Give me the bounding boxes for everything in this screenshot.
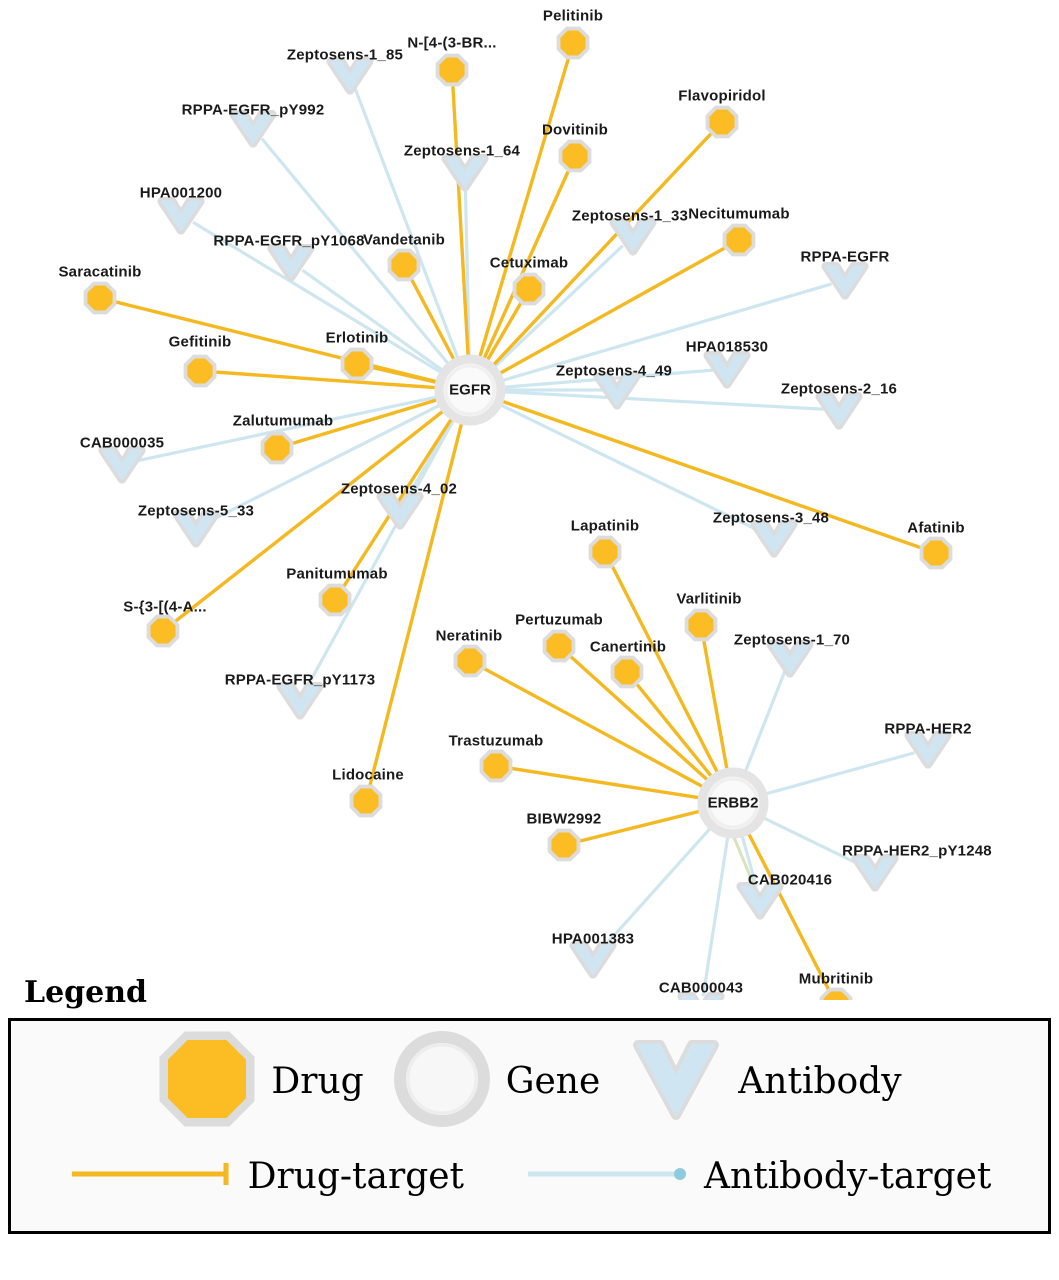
- antibody-node[interactable]: [234, 114, 272, 143]
- antibody-label: RPPA-EGFR_pY1173: [224, 671, 376, 689]
- drug-node[interactable]: [264, 435, 291, 462]
- legend-label-antibody-target: Antibody-target: [704, 1155, 992, 1197]
- octagon-icon: [88, 286, 111, 309]
- drug-label: Afatinib: [907, 519, 965, 537]
- octagon-icon: [265, 436, 288, 459]
- edge-antibody-target: [302, 270, 444, 372]
- gene-label: ERBB2: [707, 794, 759, 812]
- drug-node[interactable]: [923, 540, 950, 567]
- drug-node[interactable]: [688, 612, 715, 639]
- octagon-icon: [323, 588, 346, 611]
- circle-icon: [392, 1029, 492, 1134]
- antibody-label: Zeptosens-3_48: [712, 509, 830, 527]
- legend-item-drug-target: [68, 1156, 464, 1197]
- octagon-icon: [157, 1029, 257, 1134]
- octagon-icon: [593, 540, 616, 563]
- legend-item-drug: [157, 1029, 363, 1134]
- legend-label-drug-target: Drug-target: [247, 1155, 465, 1197]
- legend-label-antibody: Antibody: [738, 1060, 902, 1102]
- antibody-label: Zeptosens-4_49: [555, 362, 673, 380]
- antibody-node[interactable]: [755, 524, 793, 553]
- octagon-icon: [924, 541, 947, 564]
- antibody-label: RPPA-EGFR: [800, 248, 890, 266]
- octagon-icon: [547, 634, 570, 657]
- antibody-node[interactable]: [574, 945, 612, 974]
- antibody-label: RPPA-HER2_pY1248: [842, 842, 992, 860]
- drug-node[interactable]: [150, 618, 177, 645]
- drug-label: Canertinib: [589, 638, 667, 656]
- antibody-node[interactable]: [446, 158, 484, 187]
- octagon-icon: [188, 359, 211, 382]
- edge-antibody-target: [307, 417, 458, 688]
- antibody-label: Zeptosens-1_33: [571, 207, 689, 225]
- drug-label: Saracatinib: [58, 263, 142, 281]
- gene-label: EGFR: [449, 381, 491, 399]
- edge-drug-target: [371, 367, 440, 383]
- drug-node[interactable]: [560, 30, 587, 57]
- drug-node[interactable]: [516, 276, 543, 303]
- edge-drug-target: [636, 683, 714, 779]
- antibody-label: HPA018530: [685, 338, 769, 356]
- octagon-icon: [561, 31, 584, 54]
- antibody-label: HPA001383: [551, 930, 635, 948]
- antibody-node[interactable]: [281, 686, 319, 715]
- antibody-node[interactable]: [771, 644, 809, 673]
- drug-node[interactable]: [483, 753, 510, 780]
- antibody-label: Zeptosens-1_85: [286, 46, 404, 64]
- octagon-icon: [552, 833, 575, 856]
- drug-label: Mubritinib: [798, 970, 874, 988]
- edge-drug-target: [499, 400, 923, 548]
- octagon-icon: [689, 613, 712, 636]
- drug-node[interactable]: [391, 252, 418, 279]
- drug-label: Trastuzumab: [448, 732, 544, 750]
- drug-target-edge-icon: [68, 1159, 238, 1194]
- drug-label: Vandetanib: [362, 231, 446, 249]
- antibody-node[interactable]: [856, 858, 894, 887]
- drug-node[interactable]: [592, 539, 619, 566]
- legend-label-gene: Gene: [505, 1060, 601, 1102]
- octagon-icon: [727, 228, 750, 251]
- drug-node[interactable]: [546, 633, 573, 660]
- antibody-node[interactable]: [598, 376, 636, 405]
- antibody-label: CAB020416: [747, 871, 833, 889]
- antibody-label: RPPA-EGFR_pY1068: [213, 232, 365, 250]
- legend-label-drug: Drug: [271, 1060, 364, 1102]
- drug-label: Gefitinib: [168, 333, 232, 351]
- drug-node[interactable]: [353, 788, 380, 815]
- octagon-icon: [151, 619, 174, 642]
- drug-node[interactable]: [551, 832, 578, 859]
- drug-node[interactable]: [87, 285, 114, 312]
- antibody-node[interactable]: [103, 450, 141, 479]
- drug-label: Flavopiridol: [678, 87, 766, 105]
- drug-node[interactable]: [562, 143, 589, 170]
- edge-antibody-target: [744, 671, 785, 774]
- octagon-icon: [563, 144, 586, 167]
- drug-label: Pertuzumab: [515, 611, 603, 629]
- drug-label: Necitumumab: [688, 205, 790, 223]
- antibody-node[interactable]: [162, 201, 200, 230]
- drug-label: S-{3-[(4-A...: [123, 598, 207, 616]
- antibody-label: Zeptosens-4_02: [340, 480, 458, 498]
- antibody-node[interactable]: [331, 61, 369, 90]
- chevron-down-icon: [628, 1029, 724, 1134]
- drug-label: N-[4-(3-BR...: [407, 34, 497, 52]
- antibody-node[interactable]: [708, 355, 746, 384]
- drug-node[interactable]: [709, 109, 736, 136]
- drug-node[interactable]: [457, 648, 484, 675]
- drug-label: Cetuximab: [489, 254, 569, 272]
- drug-label: Pelitinib: [542, 7, 604, 25]
- legend-item-gene: [392, 1029, 601, 1134]
- antibody-label: CAB000035: [79, 434, 165, 452]
- edge-antibody-target: [763, 753, 915, 795]
- drug-label: Panitumumab: [286, 565, 388, 583]
- drug-label: Zalutumumab: [232, 412, 334, 430]
- antibody-node[interactable]: [820, 396, 858, 425]
- legend: [0, 975, 1059, 1234]
- octagon-icon: [345, 352, 368, 375]
- drug-label: Lapatinib: [570, 517, 640, 535]
- octagon-icon: [458, 649, 481, 672]
- legend-box: [8, 1018, 1051, 1234]
- octagon-icon: [615, 660, 638, 683]
- drug-node[interactable]: [322, 587, 349, 614]
- drug-label: BIBW2992: [526, 810, 602, 828]
- octagon-icon: [484, 754, 507, 777]
- legend-item-antibody-target: [524, 1156, 991, 1197]
- octagon-icon: [710, 110, 733, 133]
- drug-node[interactable]: [187, 358, 214, 385]
- octagon-icon: [392, 253, 415, 276]
- octagon-icon: [517, 277, 540, 300]
- antibody-node[interactable]: [909, 735, 947, 764]
- antibody-label: CAB000043: [658, 979, 744, 997]
- edge-antibody-target: [703, 834, 728, 997]
- drug-label: Lidocaine: [332, 766, 404, 784]
- octagon-icon: [354, 789, 377, 812]
- antibody-target-edge-icon: [524, 1159, 694, 1194]
- edge-antibody-target: [501, 392, 825, 410]
- drug-label: Varlitinib: [676, 590, 742, 608]
- drug-node[interactable]: [614, 659, 641, 686]
- drug-node[interactable]: [344, 351, 371, 378]
- legend-title: Legend: [24, 975, 148, 1010]
- legend-item-antibody: [628, 1029, 901, 1134]
- edge-drug-target: [491, 132, 712, 367]
- drug-node[interactable]: [439, 57, 466, 84]
- drug-node[interactable]: [726, 227, 753, 254]
- antibody-node[interactable]: [826, 266, 864, 295]
- antibody-label: RPPA-EGFR_pY992: [181, 101, 325, 119]
- antibody-label: Zeptosens-5_33: [137, 502, 255, 520]
- antibody-label: Zeptosens-2_16: [780, 380, 898, 398]
- drug-label: Erlotinib: [325, 329, 389, 347]
- octagon-icon: [440, 58, 463, 81]
- edge-drug-target: [479, 56, 569, 360]
- drug-label: Dovitinib: [542, 121, 608, 139]
- drug-label: Neratinib: [435, 627, 503, 645]
- antibody-label: HPA001200: [139, 184, 223, 202]
- antibody-label: RPPA-HER2: [884, 720, 972, 738]
- antibody-node[interactable]: [741, 886, 779, 915]
- antibody-label: Zeptosens-1_64: [403, 142, 521, 160]
- antibody-label: Zeptosens-1_70: [733, 631, 851, 649]
